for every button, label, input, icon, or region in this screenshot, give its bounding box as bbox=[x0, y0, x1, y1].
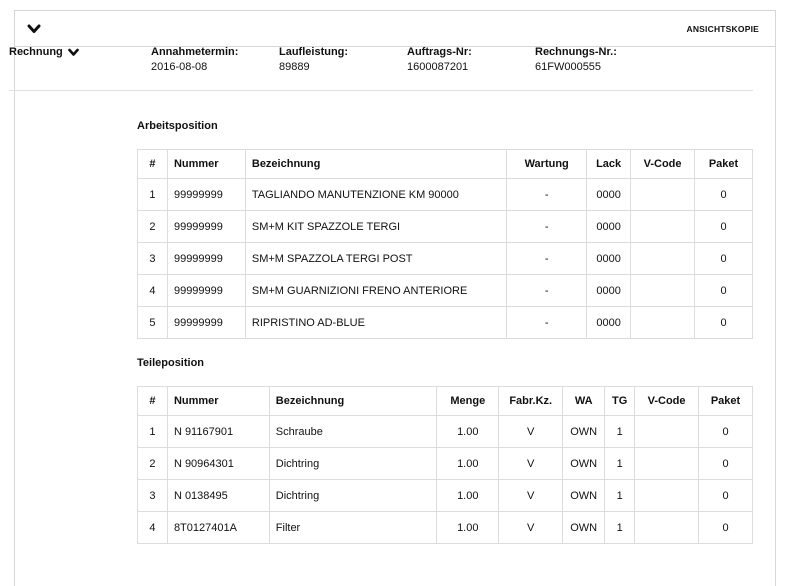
cell-index: 3 bbox=[138, 480, 168, 512]
table-header-row bbox=[138, 150, 753, 179]
cell-bezeichnung: RIPRISTINO AD-BLUE bbox=[245, 307, 506, 339]
column-header: Nummer bbox=[167, 150, 245, 179]
table-row bbox=[138, 275, 753, 307]
cell-paket: 0 bbox=[695, 179, 753, 211]
column-header: WA bbox=[563, 387, 605, 416]
meta-label: Annahmetermin: bbox=[151, 46, 239, 58]
cell-bezeichnung: TAGLIANDO MANUTENZIONE KM 90000 bbox=[245, 179, 506, 211]
table-header-row bbox=[138, 387, 753, 416]
cell-bezeichnung: Schraube bbox=[269, 416, 437, 448]
cell-nummer: N 90964301 bbox=[167, 448, 269, 480]
cell-nummer: 99999999 bbox=[167, 179, 245, 211]
cell-wa: OWN bbox=[563, 512, 605, 544]
cell-menge: 1.00 bbox=[437, 480, 499, 512]
cell-menge: 1.00 bbox=[437, 512, 499, 544]
cell-tg: 1 bbox=[605, 512, 635, 544]
table-row bbox=[138, 179, 753, 211]
cell-v-code bbox=[635, 480, 699, 512]
cell-wartung: - bbox=[507, 211, 587, 243]
cell-v-code bbox=[635, 448, 699, 480]
meta-value: 2016-08-08 bbox=[151, 61, 208, 73]
arbeitsposition-table bbox=[137, 149, 753, 339]
column-header: TG bbox=[605, 387, 635, 416]
chevron-down-icon bbox=[68, 48, 79, 57]
cell-wartung: - bbox=[507, 275, 587, 307]
column-header: Fabr.Kz. bbox=[499, 387, 563, 416]
cell-index: 2 bbox=[138, 211, 168, 243]
cell-menge: 1.00 bbox=[437, 448, 499, 480]
cell-lack: 0000 bbox=[587, 275, 631, 307]
cell-bezeichnung: Dichtring bbox=[269, 448, 437, 480]
column-header: Wartung bbox=[507, 150, 587, 179]
cell-bezeichnung: Filter bbox=[269, 512, 437, 544]
cell-wa: OWN bbox=[563, 480, 605, 512]
cell-nummer: 99999999 bbox=[167, 275, 245, 307]
rechnung-toggle-label: Rechnung bbox=[9, 46, 63, 58]
meta-auftrags-nr bbox=[407, 46, 472, 73]
cell-fabr-kz: V bbox=[499, 416, 563, 448]
cell-lack: 0000 bbox=[587, 307, 631, 339]
cell-nummer: 99999999 bbox=[167, 243, 245, 275]
table-row bbox=[138, 243, 753, 275]
cell-fabr-kz: V bbox=[499, 448, 563, 480]
column-header: Menge bbox=[437, 387, 499, 416]
cell-wartung: - bbox=[507, 243, 587, 275]
cell-index: 5 bbox=[138, 307, 168, 339]
cell-menge: 1.00 bbox=[437, 416, 499, 448]
cell-lack: 0000 bbox=[587, 243, 631, 275]
rechnung-toggle[interactable] bbox=[9, 46, 79, 58]
cell-v-code bbox=[631, 307, 695, 339]
cell-paket: 0 bbox=[695, 307, 753, 339]
meta-label: Laufleistung: bbox=[279, 46, 349, 58]
cell-v-code bbox=[631, 211, 695, 243]
column-header: V-Code bbox=[635, 387, 699, 416]
column-header: # bbox=[138, 387, 168, 416]
cell-index: 1 bbox=[138, 416, 168, 448]
cell-v-code bbox=[631, 275, 695, 307]
column-header: Bezeichnung bbox=[269, 387, 437, 416]
cell-bezeichnung: Dichtring bbox=[269, 480, 437, 512]
cell-nummer: 8T0127401A bbox=[167, 512, 269, 544]
meta-label: Auftrags-Nr: bbox=[407, 46, 472, 58]
table-row bbox=[138, 416, 753, 448]
cell-bezeichnung: SM+M SPAZZOLA TERGI POST bbox=[245, 243, 506, 275]
cell-lack: 0000 bbox=[587, 179, 631, 211]
table-row bbox=[138, 480, 753, 512]
meta-annahmetermin bbox=[151, 46, 238, 73]
teileposition-table bbox=[137, 386, 753, 544]
cell-index: 3 bbox=[138, 243, 168, 275]
cell-wa: OWN bbox=[563, 448, 605, 480]
cell-paket: 0 bbox=[699, 512, 753, 544]
cell-paket: 0 bbox=[699, 416, 753, 448]
card-header bbox=[15, 11, 775, 47]
cell-paket: 0 bbox=[699, 480, 753, 512]
chevron-down-icon[interactable] bbox=[27, 23, 41, 35]
cell-nummer: N 0138495 bbox=[167, 480, 269, 512]
cell-fabr-kz: V bbox=[499, 480, 563, 512]
divider bbox=[9, 90, 753, 91]
cell-index: 1 bbox=[138, 179, 168, 211]
cell-v-code bbox=[635, 512, 699, 544]
meta-value: 1600087201 bbox=[407, 61, 469, 73]
cell-wartung: - bbox=[507, 307, 587, 339]
arbeitsposition-title: Arbeitsposition bbox=[137, 120, 218, 132]
cell-tg: 1 bbox=[605, 480, 635, 512]
cell-paket: 0 bbox=[695, 275, 753, 307]
column-header: Paket bbox=[695, 150, 753, 179]
table-row bbox=[138, 211, 753, 243]
cell-nummer: N 91167901 bbox=[167, 416, 269, 448]
meta-rechnungs-nr bbox=[535, 46, 617, 73]
cell-nummer: 99999999 bbox=[167, 307, 245, 339]
cell-paket: 0 bbox=[695, 243, 753, 275]
column-header: Nummer bbox=[167, 387, 269, 416]
view-copy-link[interactable]: ANSICHTSKOPIE bbox=[686, 24, 759, 34]
cell-nummer: 99999999 bbox=[167, 211, 245, 243]
cell-v-code bbox=[631, 179, 695, 211]
table-row bbox=[138, 448, 753, 480]
teileposition-title: Teileposition bbox=[137, 357, 205, 369]
cell-bezeichnung: SM+M KIT SPAZZOLE TERGI bbox=[245, 211, 506, 243]
cell-tg: 1 bbox=[605, 416, 635, 448]
meta-label: Rechnungs-Nr.: bbox=[535, 46, 617, 58]
table-row bbox=[138, 307, 753, 339]
meta-value: 61FW000555 bbox=[535, 61, 602, 73]
cell-paket: 0 bbox=[695, 211, 753, 243]
meta-value: 89889 bbox=[279, 61, 310, 73]
cell-paket: 0 bbox=[699, 448, 753, 480]
column-header: V-Code bbox=[631, 150, 695, 179]
cell-index: 4 bbox=[138, 512, 168, 544]
cell-wartung: - bbox=[507, 179, 587, 211]
table-row bbox=[138, 512, 753, 544]
cell-index: 4 bbox=[138, 275, 168, 307]
cell-wa: OWN bbox=[563, 416, 605, 448]
cell-v-code bbox=[631, 243, 695, 275]
cell-bezeichnung: SM+M GUARNIZIONI FRENO ANTERIORE bbox=[245, 275, 506, 307]
cell-index: 2 bbox=[138, 448, 168, 480]
column-header: Bezeichnung bbox=[245, 150, 506, 179]
column-header: Paket bbox=[699, 387, 753, 416]
cell-tg: 1 bbox=[605, 448, 635, 480]
column-header: Lack bbox=[587, 150, 631, 179]
column-header: # bbox=[138, 150, 168, 179]
cell-v-code bbox=[635, 416, 699, 448]
meta-laufleistung bbox=[279, 46, 348, 73]
cell-lack: 0000 bbox=[587, 211, 631, 243]
cell-fabr-kz: V bbox=[499, 512, 563, 544]
